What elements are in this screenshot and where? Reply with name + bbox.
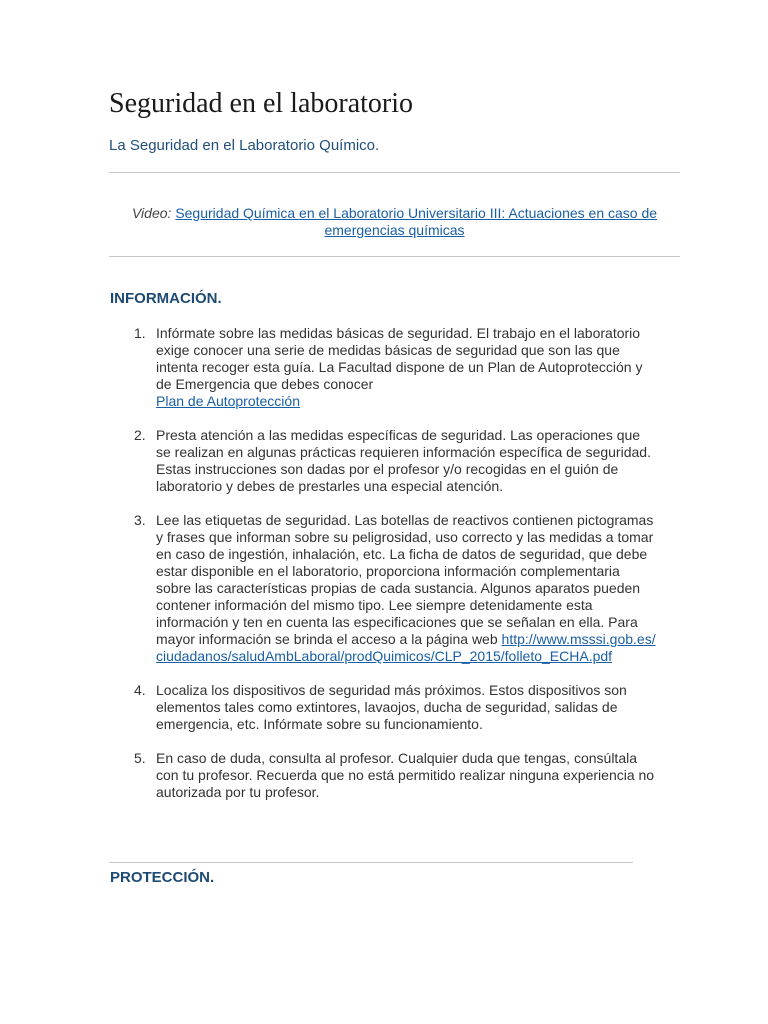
section-heading-informacion: INFORMACIÓN. (110, 290, 222, 307)
list-item (134, 682, 656, 733)
plan-autoproteccion-link[interactable]: Plan de Autoprotección (156, 393, 300, 409)
video-label: Video: (131, 205, 172, 221)
informacion-list (134, 325, 656, 818)
list-item-number: 2. (134, 427, 146, 443)
page-title: Seguridad en el laboratorio (109, 88, 414, 119)
page-subtitle: La Seguridad en el Laboratorio Químico. (109, 137, 380, 154)
echa-folleto-link[interactable]: http://www.msssi.gob.es/ciudadanos/saludAmbLaboral/prodQuimicos/CLP_2015/folleto_ECHA.pdf (156, 631, 656, 664)
section-heading-proteccion: PROTECCIÓN. (110, 869, 215, 886)
list-item (134, 750, 656, 801)
list-item-number: 3. (134, 512, 146, 528)
list-item-number: 4. (134, 682, 146, 698)
list-item-text: Infórmate sobre las medidas básicas de seguridad. El trabajo en el laboratorio exige conocer una serie de medidas básicas de seguridad que son las que intenta recoger esta guía. La Facultad dispone de un Plan de Autoprotección y de Emergencia que debes conocer (156, 325, 643, 392)
divider-after-video (109, 256, 680, 257)
list-item-text: Presta atención a las medidas específicas de seguridad. Las operaciones que se realizan en algunas prácticas requieren información específica de seguridad. Estas instrucciones son dadas por el profesor y/o recogidas en el guión de laboratorio y debes de prestarles una especial atención. (156, 427, 651, 494)
list-item-text: Lee las etiquetas de seguridad. Las botellas de reactivos contienen pictogramas y frases que informan sobre su peligrosidad, uso correcto y las medidas a tomar en caso de ingestión, inhalación, etc. La ficha de datos de seguridad, que debe estar disponible en el laboratorio, proporciona información complementaria sobre las características propias de cada sustancia. Algunos aparatos pueden contener información del mismo tipo. Lee siempre detenidamente esta información y ten en cuenta las especificaciones que se señalan en ella. Para mayor información se brinda el acceso a la página web (156, 512, 654, 647)
list-item (134, 325, 656, 410)
list-item (134, 427, 656, 495)
video-block (109, 205, 680, 239)
divider-after-list (109, 862, 633, 863)
list-item-number: 5. (134, 750, 146, 766)
list-item (134, 512, 656, 665)
divider-top (109, 172, 680, 173)
video-link[interactable]: Seguridad Química en el Laboratorio Universitario III: Actuaciones en caso de emergencias químicas (175, 205, 658, 238)
list-item-text: Localiza los dispositivos de seguridad más próximos. Estos dispositivos son elementos tales como extintores, lavaojos, ducha de seguridad, salidas de emergencia, etc. Infórmate sobre su funcionamiento. (156, 682, 627, 732)
list-item-number: 1. (134, 325, 146, 341)
list-item-text: En caso de duda, consulta al profesor. Cualquier duda que tengas, consúltala con tu profesor. Recuerda que no está permitido realizar ninguna experiencia no autorizada por tu profesor. (156, 750, 655, 800)
